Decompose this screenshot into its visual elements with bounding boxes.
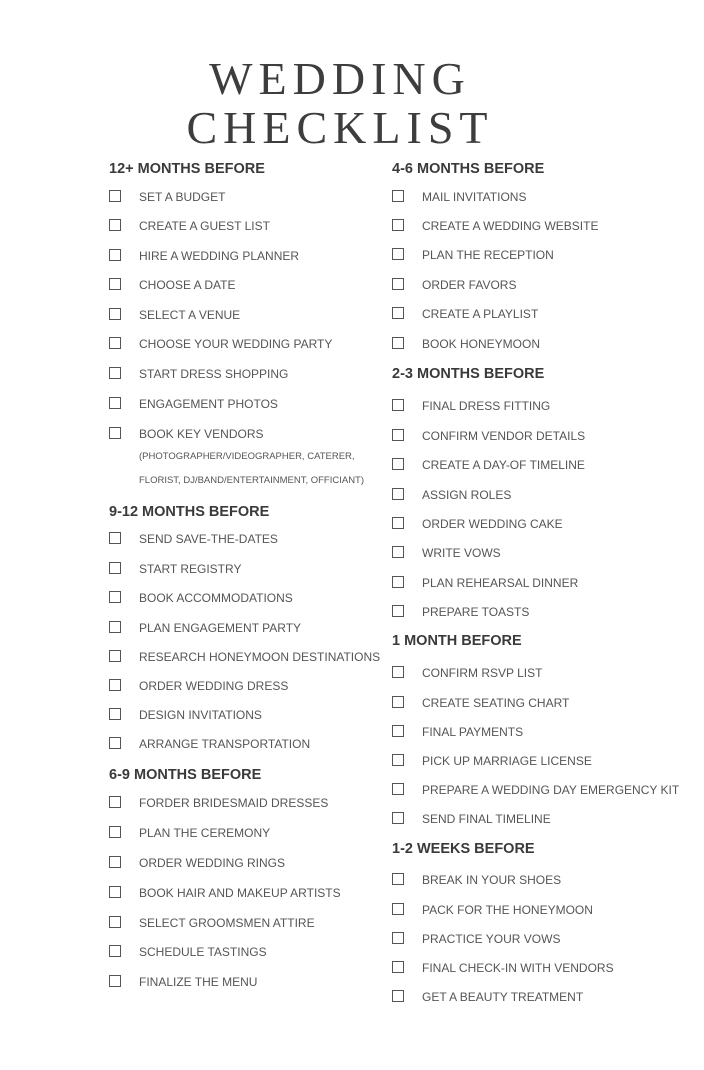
checklist-item-label: SELECT A VENUE — [139, 308, 241, 322]
checklist-item-label: HIRE A WEDDING PLANNER — [139, 249, 300, 263]
checklist-item-label: MAIL INVITATIONS — [422, 190, 527, 204]
checklist-item-label: ORDER WEDDING DRESS — [139, 679, 289, 693]
checkbox[interactable] — [109, 886, 121, 898]
checklist-item-label: WRITE VOWS — [422, 546, 501, 560]
checkbox[interactable] — [109, 190, 121, 202]
checklist-item-label: CONFIRM RSVP LIST — [422, 666, 543, 680]
checkbox[interactable] — [392, 812, 404, 824]
checkbox[interactable] — [109, 427, 121, 439]
checkbox[interactable] — [109, 219, 121, 231]
checkbox[interactable] — [392, 429, 404, 441]
checkbox[interactable] — [392, 399, 404, 411]
checkbox[interactable] — [109, 397, 121, 409]
checklist-item-label: ORDER WEDDING CAKE — [422, 517, 563, 531]
section-heading: 4-6 MONTHS BEFORE — [392, 161, 545, 177]
section-heading: 2-3 MONTHS BEFORE — [392, 366, 545, 382]
checklist-item-label: START REGISTRY — [139, 562, 242, 576]
checkbox[interactable] — [392, 873, 404, 885]
checklist-item-label: SCHEDULE TASTINGS — [139, 945, 267, 959]
checkbox[interactable] — [109, 975, 121, 987]
checkbox[interactable] — [109, 562, 121, 574]
checkbox[interactable] — [109, 650, 121, 662]
checkbox[interactable] — [109, 278, 121, 290]
checkbox[interactable] — [109, 337, 121, 349]
section-heading: 12+ MONTHS BEFORE — [109, 161, 265, 177]
checkbox[interactable] — [109, 679, 121, 691]
checkbox[interactable] — [392, 248, 404, 260]
checklist-item-label: CHOOSE YOUR WEDDING PARTY — [139, 337, 333, 351]
checkbox[interactable] — [392, 961, 404, 973]
checklist-item-label: CONFIRM VENDOR DETAILS — [422, 429, 586, 443]
page-title-line-2: CHECKLIST — [186, 102, 494, 153]
checklist-item-label: CREATE A DAY-OF TIMELINE — [422, 458, 585, 472]
checklist-item-label: PRACTICE YOUR VOWS — [422, 932, 561, 946]
checkbox[interactable] — [392, 517, 404, 529]
checkbox[interactable] — [392, 754, 404, 766]
checkbox[interactable] — [392, 337, 404, 349]
checkbox[interactable] — [109, 708, 121, 720]
checklist-item-label: PREPARE A WEDDING DAY EMERGENCY KIT — [422, 783, 680, 797]
checkbox[interactable] — [109, 945, 121, 957]
checklist-item-label: SET A BUDGET — [139, 190, 226, 204]
checklist-item-label: FORDER BRIDESMAID DRESSES — [139, 796, 329, 810]
section-heading: 6-9 MONTHS BEFORE — [109, 767, 262, 783]
checkbox[interactable] — [392, 458, 404, 470]
checklist-item-label: FINALIZE THE MENU — [139, 975, 258, 989]
checklist-item-label: BREAK IN YOUR SHOES — [422, 873, 562, 887]
checklist-item-label: CREATE A PLAYLIST — [422, 307, 539, 321]
checklist-item-label: SELECT GROOMSMEN ATTIRE — [139, 916, 315, 930]
checkbox[interactable] — [392, 903, 404, 915]
checklist-item-label: FINAL PAYMENTS — [422, 725, 524, 739]
checklist-item-label: START DRESS SHOPPING — [139, 367, 289, 381]
checklist-item-label: PLAN ENGAGEMENT PARTY — [139, 621, 302, 635]
checkbox[interactable] — [109, 826, 121, 838]
checklist-item-label: SEND SAVE-THE-DATES — [139, 532, 278, 546]
checklist-item-label: PICK UP MARRIAGE LICENSE — [422, 754, 592, 768]
checklist-item-label: CREATE A GUEST LIST — [139, 219, 270, 233]
checklist-item-label: RESEARCH HONEYMOON DESTINATIONS — [139, 650, 381, 664]
checkbox[interactable] — [392, 576, 404, 588]
checkbox[interactable] — [392, 725, 404, 737]
checklist-item-label: ASSIGN ROLES — [422, 488, 512, 502]
checkbox[interactable] — [109, 856, 121, 868]
section-heading: 1-2 WEEKS BEFORE — [392, 841, 535, 857]
checkbox[interactable] — [392, 783, 404, 795]
checkbox[interactable] — [109, 532, 121, 544]
checklist-item-label: FINAL CHECK-IN WITH VENDORS — [422, 961, 614, 975]
checkbox[interactable] — [109, 591, 121, 603]
checklist-item-label: PLAN THE RECEPTION — [422, 248, 554, 262]
checkbox[interactable] — [392, 278, 404, 290]
checkbox[interactable] — [109, 621, 121, 633]
checkbox[interactable] — [109, 796, 121, 808]
section-heading: 1 MONTH BEFORE — [392, 633, 522, 649]
checkbox[interactable] — [392, 605, 404, 617]
checklist-item-label: ORDER FAVORS — [422, 278, 517, 292]
checklist-item-label: BOOK HAIR AND MAKEUP ARTISTS — [139, 886, 341, 900]
checkbox[interactable] — [392, 190, 404, 202]
checkbox[interactable] — [109, 249, 121, 261]
checkbox[interactable] — [109, 916, 121, 928]
checklist-item-label: SEND FINAL TIMELINE — [422, 812, 551, 826]
checklist-item-label: ENGAGEMENT PHOTOS — [139, 397, 278, 411]
checkbox[interactable] — [392, 219, 404, 231]
checklist-item-label: PREPARE TOASTS — [422, 605, 530, 619]
checklist-item-label: ORDER WEDDING RINGS — [139, 856, 286, 870]
checkbox[interactable] — [392, 307, 404, 319]
vendor-note: (PHOTOGRAPHER/VIDEOGRAPHER, CATERER, — [139, 451, 355, 462]
checklist-item-label: FINAL DRESS FITTING — [422, 399, 551, 413]
checklist-item-label: DESIGN INVITATIONS — [139, 708, 262, 722]
checkbox[interactable] — [392, 696, 404, 708]
checkbox[interactable] — [392, 990, 404, 1002]
checklist-item-label: BOOK KEY VENDORS — [139, 427, 264, 441]
checkbox[interactable] — [392, 488, 404, 500]
checkbox[interactable] — [109, 737, 121, 749]
page-title-line-1: WEDDING — [209, 53, 471, 104]
checkbox[interactable] — [392, 546, 404, 558]
checklist-item-label: BOOK ACCOMMODATIONS — [139, 591, 293, 605]
checklist-item-label: ARRANGE TRANSPORTATION — [139, 737, 311, 751]
checklist-item-label: BOOK HONEYMOON — [422, 337, 541, 351]
checklist-item-label: PACK FOR THE HONEYMOON — [422, 903, 593, 917]
checkbox[interactable] — [392, 932, 404, 944]
checklist-item-label: PLAN THE CEREMONY — [139, 826, 271, 840]
checklist-item-label: CREATE A WEDDING WEBSITE — [422, 219, 599, 233]
checklist-item-label: PLAN REHEARSAL DINNER — [422, 576, 579, 590]
vendor-note: FLORIST, DJ/BAND/ENTERTAINMENT, OFFICIANT) — [139, 475, 365, 486]
checkbox[interactable] — [109, 308, 121, 320]
checklist-item-label: GET A BEAUTY TREATMENT — [422, 990, 584, 1004]
checkbox[interactable] — [109, 367, 121, 379]
checklist-item-label: CHOOSE A DATE — [139, 278, 236, 292]
checklist-item-label: CREATE SEATING CHART — [422, 696, 570, 710]
section-heading: 9-12 MONTHS BEFORE — [109, 504, 270, 520]
checkbox[interactable] — [392, 666, 404, 678]
